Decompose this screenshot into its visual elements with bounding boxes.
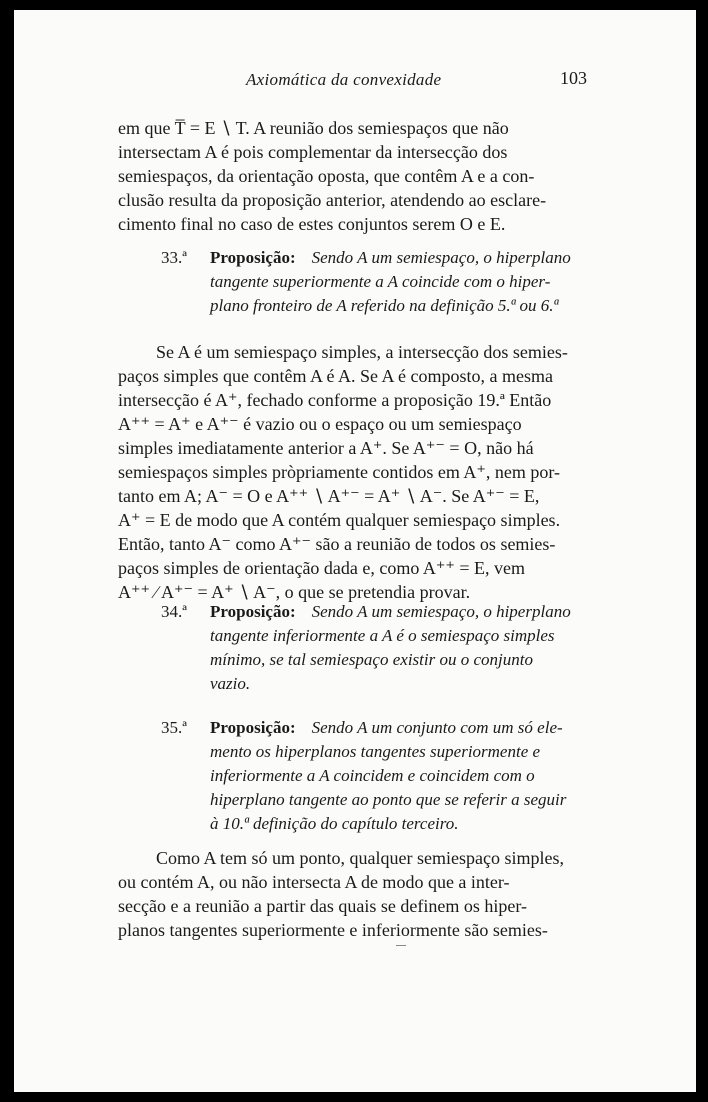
text-line: A⁺⁺ = A⁺ e A⁺⁻ é vazio ou o espaço ou um semiespaço bbox=[118, 414, 522, 434]
proposition-label: Proposição: bbox=[210, 718, 296, 737]
text-line: cimento final no caso de estes conjuntos serem O e E. bbox=[118, 214, 506, 234]
proposition-33 bbox=[118, 246, 598, 318]
paragraph-2 bbox=[118, 340, 598, 604]
proposition-label: Proposição: bbox=[210, 248, 296, 267]
text-line: simples imediatamente anterior a A⁺. Se A⁺⁻ = O, não há bbox=[118, 438, 534, 458]
text-line: intersecção é A⁺, fechado conforme a proposição 19.ª Então bbox=[118, 390, 552, 410]
running-title: Axiomática da convexidade bbox=[246, 70, 442, 89]
text-line: paços simples de orientação dada e, como A⁺⁺ = E, vem bbox=[118, 558, 526, 578]
text-line: A⁺⁺ ∕ A⁺⁻ = A⁺ ∖ A⁻, o que se pretendia provar. bbox=[118, 582, 471, 602]
proposition-text: Sendo A um conjunto com um só ele- bbox=[311, 718, 563, 737]
book-page bbox=[14, 10, 696, 1092]
text-line: Se A é um semiespaço simples, a intersecção dos semies- bbox=[156, 342, 568, 362]
text-line: Então, tanto A⁻ como A⁺⁻ são a reunião de todos os semies- bbox=[118, 534, 556, 554]
proposition-34 bbox=[118, 600, 598, 696]
page-number: 103 bbox=[560, 68, 587, 88]
proposition-text: à 10.ª definição do capítulo terceiro. bbox=[210, 814, 459, 833]
text-line: planos tangentes superiormente e inferiormente são semies- bbox=[118, 920, 548, 940]
proposition-text: hiperplano tangente ao ponto que se referir a seguir bbox=[210, 790, 567, 809]
proposition-number: 33.ª bbox=[161, 248, 187, 267]
proposition-35 bbox=[118, 716, 598, 836]
proposition-text: vazio. bbox=[210, 674, 251, 693]
proposition-text: tangente superiormente a A coincide com o hiper- bbox=[210, 272, 551, 291]
proposition-text: Sendo A um semiespaço, o hiperplano bbox=[311, 248, 571, 267]
text-line: semiespaços simples pròpriamente contidos em A⁺, nem por- bbox=[118, 462, 561, 482]
text-line: ou contém A, ou não intersecta A de modo que a inter- bbox=[118, 872, 510, 892]
paragraph-3 bbox=[118, 846, 598, 942]
text-line: Como A tem só um ponto, qualquer semiespaço simples, bbox=[156, 848, 564, 868]
text-line: paços simples que contêm A é A. Se A é composto, a mesma bbox=[118, 366, 553, 386]
proposition-text: mento os hiperplanos tangentes superiormente e bbox=[210, 742, 541, 761]
proposition-number: 34.ª bbox=[161, 602, 187, 621]
text-line: tanto em A; A⁻ = O e A⁺⁺ ∖ A⁺⁻ = A⁺ ∖ A⁻. Se A⁺⁻ = E, bbox=[118, 486, 540, 506]
proposition-text: tangente inferiormente a A é o semiespaço simples bbox=[210, 626, 555, 645]
proposition-text: mínimo, se tal semiespaço existir ou o conjunto bbox=[210, 650, 533, 669]
proposition-text: inferiormente a A coincidem e coincidem com o bbox=[210, 766, 535, 785]
proposition-text: Sendo A um semiespaço, o hiperplano bbox=[311, 602, 571, 621]
proposition-label: Proposição: bbox=[210, 602, 296, 621]
text-line: secção e a reunião a partir das quais se definem os hiper- bbox=[118, 896, 527, 916]
text-line: em que T̅ = E ∖ T. A reunião dos semiespaços que não bbox=[118, 118, 509, 138]
proposition-text: plano fronteiro de A referido na definição 5.ª ou 6.ª bbox=[210, 296, 559, 315]
text-line: semiespaços, da orientação oposta, que contêm A e a con- bbox=[118, 166, 535, 186]
footer-mark bbox=[396, 945, 406, 946]
paragraph-1 bbox=[118, 116, 598, 236]
proposition-number: 35.ª bbox=[161, 718, 187, 737]
text-line: A⁺ = E de modo que A contém qualquer semiespaço simples. bbox=[118, 510, 561, 530]
running-header bbox=[14, 66, 696, 92]
text-line: clusão resulta da proposição anterior, atendendo ao esclare- bbox=[118, 190, 547, 210]
text-line: intersectam A é pois complementar da intersecção dos bbox=[118, 142, 508, 162]
